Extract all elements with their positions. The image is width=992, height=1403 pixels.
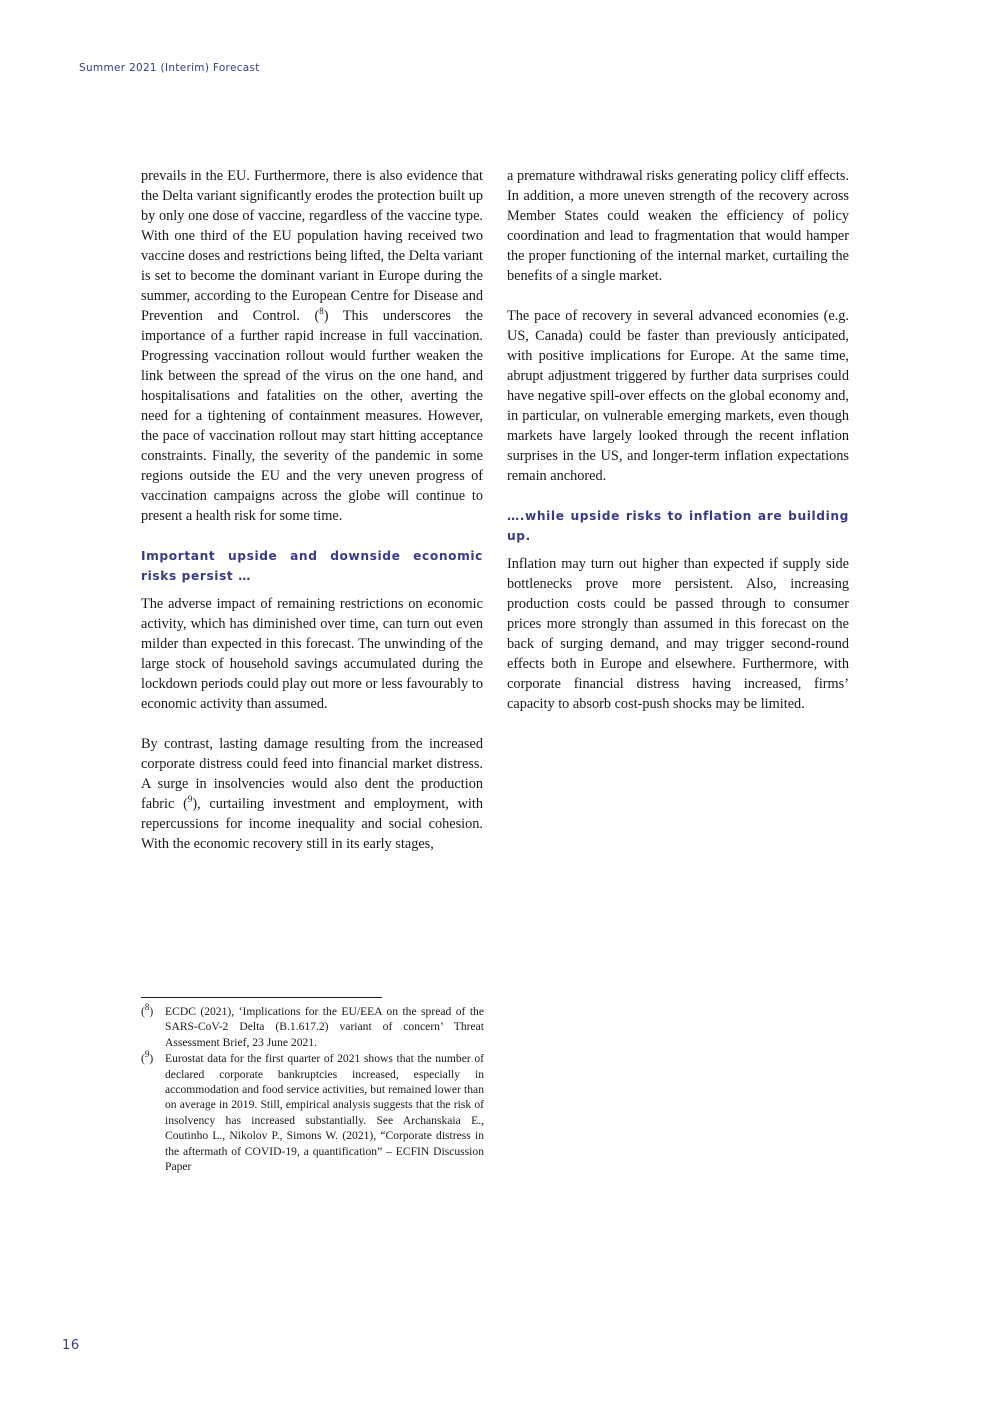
page-number: 16 xyxy=(62,1338,80,1353)
footnotes xyxy=(141,1004,484,1175)
paragraph-text: prevails in the EU. Furthermore, there is also evidence that the Delta variant significantly erodes the protection built up by only one dose of vaccine, regardless of the vaccine type. With one third of the EU population having received two vaccine doses and restrictions being lifted, the Delta variant is set to become the dominant variant in Europe during the summer, according to the European Centre for Disease and Prevention and Control. ( xyxy=(141,168,483,324)
right-column xyxy=(507,166,849,734)
section-heading: Important upside and downside economic risks persist … xyxy=(141,549,483,583)
paragraph-text: ) This underscores the importance of a further rapid increase in full vaccination. Progressing vaccination rollout would further weaken the link between the spread of the virus on the one hand, and hospitalisations and fatalities on the other, averting the need for a tightening of containment measures. However, the pace of vaccination rollout may start hitting acceptance constraints. Finally, the severity of the pandemic in some regions outside the EU and the very uneven progress of vaccination campaigns across the globe will continue to present a health risk for some time. xyxy=(141,308,483,524)
section-heading: ….while upside risks to inflation are building up. xyxy=(507,509,849,543)
body-paragraph: a premature withdrawal risks generating policy cliff effects. In addition, a more uneven strength of the recovery across Member States could weaken the efficiency of policy coordination and lead to fragmentation that would hamper the proper functioning of the internal market, curtailing the benefits of a single market. xyxy=(507,168,849,284)
footnote-number: 9 xyxy=(144,1049,150,1060)
body-paragraph xyxy=(141,166,483,526)
body-paragraph xyxy=(141,734,483,854)
paragraph-text: By contrast, lasting damage resulting from the increased corporate distress could feed into financial market distress. A surge in insolvencies would also dent the production fabric ( xyxy=(141,736,483,812)
footnote-ref[interactable]: 8 xyxy=(319,306,324,317)
footnote-number: 8 xyxy=(144,1002,150,1013)
footnote-divider xyxy=(141,997,382,998)
body-paragraph: Inflation may turn out higher than expected if supply side bottlenecks prove more persistent. Also, increasing production costs could be passed through to consumer prices more strongly than assumed in this forecast on the back of surging demand, and may trigger second-round effects both in Europe and elsewhere. Furthermore, with corporate financial distress having increased, firms’ capacity to absorb cost-push shocks may be limited. xyxy=(507,556,849,712)
left-column xyxy=(141,166,483,874)
body-paragraph: The adverse impact of remaining restrictions on economic activity, which has diminished over time, can turn out even milder than expected in this forecast. The unwinding of the large stock of household savings accumulated during the lockdown periods could play out more or less favourably to economic activity than assumed. xyxy=(141,596,483,712)
footnote xyxy=(141,1051,484,1174)
running-header: Summer 2021 (Interim) Forecast xyxy=(79,62,260,74)
footnote-marker: ($^8$) xyxy=(141,1002,154,1018)
footnote-marker: ($^9$) xyxy=(141,1049,154,1066)
footnote-text: Eurostat data for the first quarter of 2021 shows that the number of declared corporate bankruptcies increased, especially in accommodation and food service activities, but remained lower than on average in 2019. Still, empirical analysis suggests that the risk of insolvency has increased substantially. See Archanskaia E., Coutinho L., Nikolov P., Simons W. (2021), “Corporate distress in the aftermath of COVID-19, a quantification” – ECFIN Discussion Paper xyxy=(165,1052,484,1174)
footnote-ref[interactable]: 9 xyxy=(187,794,193,805)
footnote-text: ECDC (2021), ‘Implications for the EU/EEA on the spread of the SARS-CoV-2 Delta (B.1.617.2) variant of concern’ Threat Assessment Brief, 23 June 2021. xyxy=(165,1005,484,1049)
body-paragraph: The pace of recovery in several advanced economies (e.g. US, Canada) could be faster than previously anticipated, with positive implications for Europe. At the same time, abrupt adjustment triggered by further data surprises could have negative spill-over effects on the global economy and, in particular, on vulnerable emerging markets, even though markets have largely looked through the recent inflation surprises in the US, and longer-term inflation expectations remain anchored. xyxy=(507,308,849,484)
paragraph-text: ), curtailing investment and employment, with repercussions for income inequality and social cohesion. With the economic recovery still in its early stages, xyxy=(141,796,483,852)
footnote xyxy=(141,1004,484,1050)
